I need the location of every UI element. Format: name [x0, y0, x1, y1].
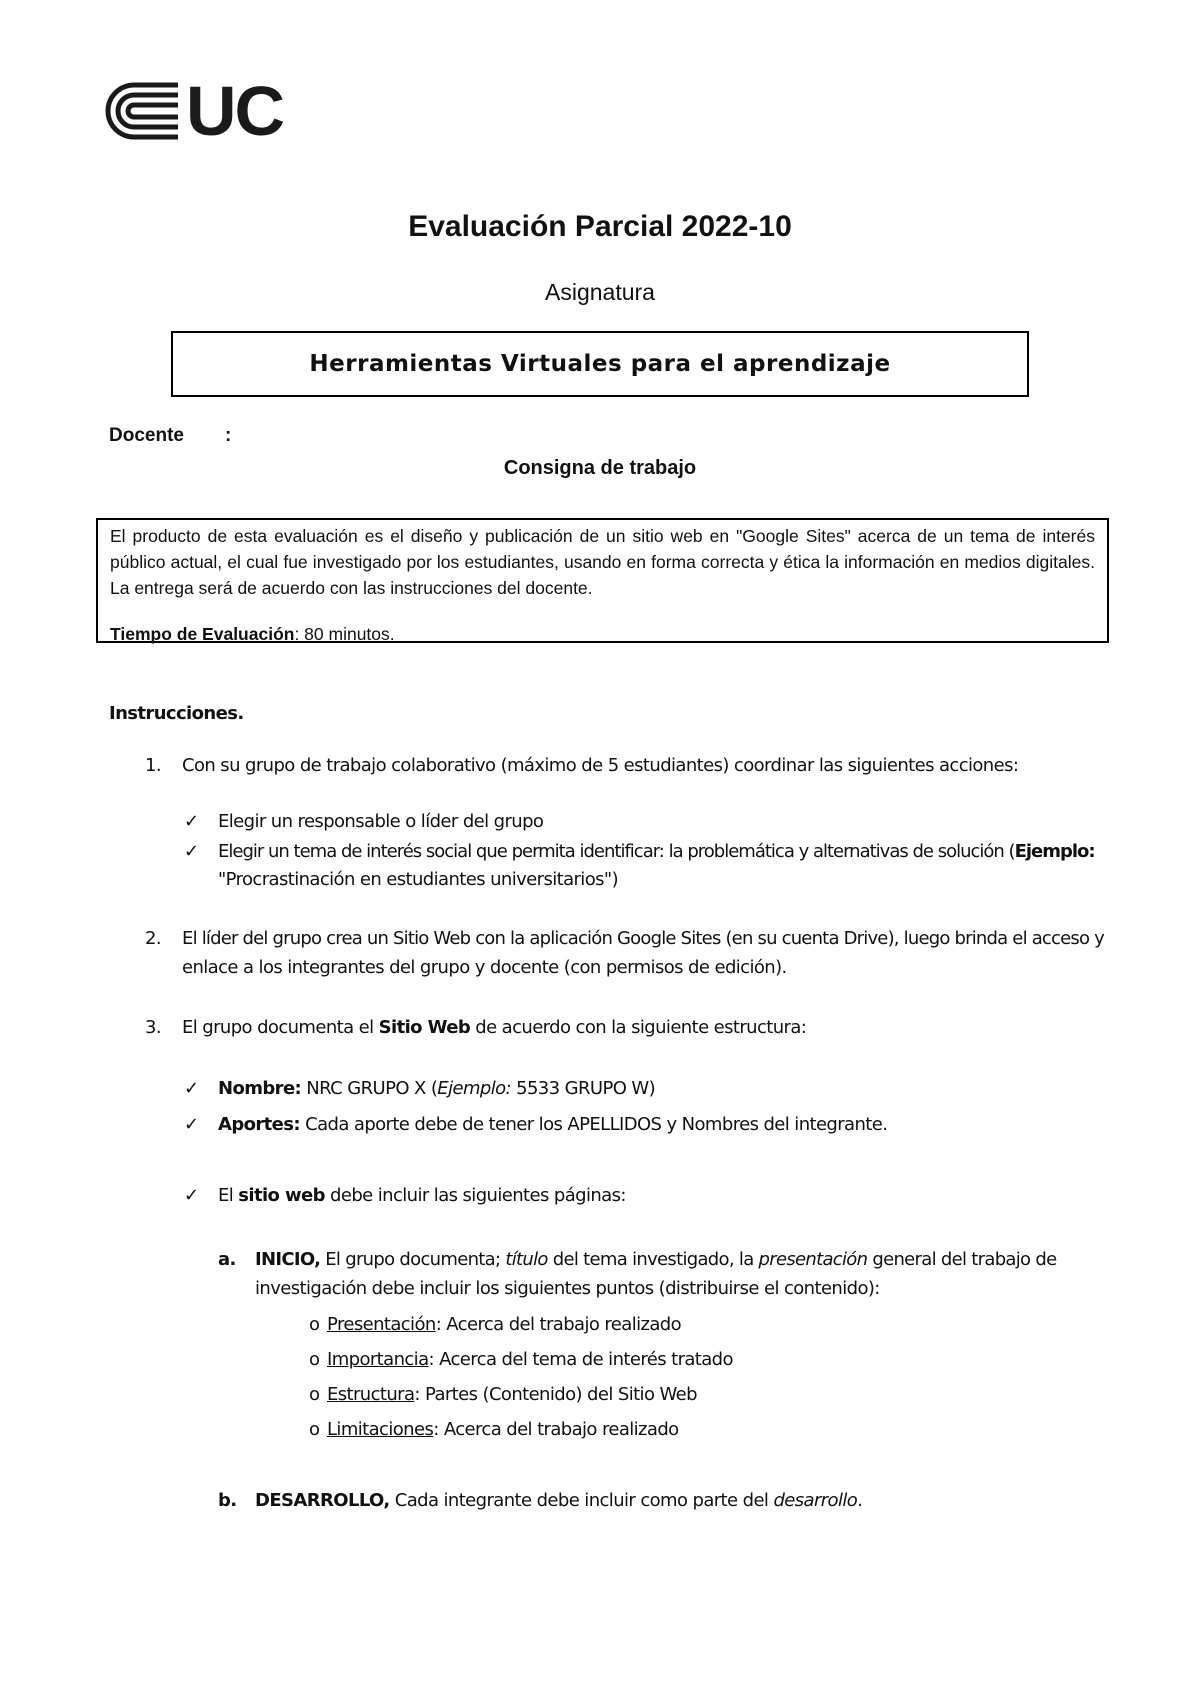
time-label: Tiempo de Evaluación — [110, 624, 295, 644]
item-1-bullet-2-line-2: "Procrastinación en estudiantes universitarios") — [218, 869, 619, 890]
circle-bullet-icon: o — [309, 1349, 320, 1370]
time-value: : 80 minutos. — [294, 624, 395, 644]
item-1-number: 1. — [145, 755, 161, 776]
sub-a-label: INICIO, — [255, 1249, 321, 1270]
check-icon: ✓ — [184, 1078, 199, 1099]
point-importancia — [327, 1349, 733, 1370]
item-1-bullet-2 — [218, 841, 1095, 862]
site-bold: sitio web — [238, 1185, 325, 1206]
docente-label: Docente — [109, 425, 184, 446]
sub-a-t2: del tema investigado, la — [547, 1249, 759, 1270]
site-pre: El — [218, 1185, 239, 1206]
bullet-2-bold: Ejemplo: — [1014, 841, 1095, 862]
uc-logo — [104, 72, 284, 150]
nombre-italic: Ejemplo: — [437, 1078, 511, 1099]
item-2-line-2: enlace a los integrantes del grupo y docente (con permisos de edición). — [182, 957, 787, 978]
nombre-line — [218, 1078, 655, 1099]
nombre-post: 5533 GRUPO W) — [510, 1078, 656, 1099]
point-label: Limitaciones — [327, 1419, 434, 1440]
info-box — [96, 518, 1109, 643]
sub-b-label: DESARROLLO, — [255, 1490, 390, 1511]
circle-bullet-icon: o — [309, 1314, 320, 1335]
item-2-line-1: El líder del grupo crea un Sitio Web con la aplicación Google Sites (en su cuenta Drive), luego brinda el acceso y — [182, 928, 1104, 949]
sub-a-t1: El grupo documenta; — [320, 1249, 506, 1270]
item-1-bullet-1: Elegir un responsable o líder del grupo — [218, 811, 544, 832]
circle-bullet-icon: o — [309, 1384, 320, 1405]
point-text: : Partes (Contenido) del Sitio Web — [414, 1384, 697, 1405]
circle-bullet-icon: o — [309, 1419, 320, 1440]
item-1-text: Con su grupo de trabajo colaborativo (máximo de 5 estudiantes) coordinar las siguientes acciones: — [182, 755, 1019, 776]
sub-a-t2-italic: presentación — [758, 1249, 868, 1270]
sub-a-line-1 — [255, 1249, 1057, 1270]
logo-text: UC — [186, 72, 284, 150]
sub-a-letter: a. — [218, 1249, 236, 1270]
point-label: Presentación — [327, 1314, 436, 1335]
aportes-line — [218, 1114, 887, 1135]
item-3-text — [182, 1017, 806, 1038]
info-paragraph: El producto de esta evaluación es el diseño y publicación de un sitio web en "Google Sites" acerca de un tema de interés público actual, el cual fue investigado por los estudiantes, usando en forma correcta y ética la información en medios digitales. La entrega será de acuerdo con las instrucciones del docente. — [110, 526, 1095, 598]
sub-b-end: . — [857, 1490, 863, 1511]
instructions-heading: Instrucciones. — [109, 703, 244, 724]
aportes-label: Aportes: — [218, 1114, 300, 1135]
course-name: Herramientas Virtuales para el aprendizaje — [309, 351, 891, 377]
docente-colon: : — [225, 425, 232, 446]
docente-row — [109, 425, 232, 447]
item-3-text-pre: El grupo documenta el — [182, 1017, 379, 1038]
sub-b-letter: b. — [218, 1490, 237, 1511]
point-text: : Acerca del tema de interés tratado — [428, 1349, 733, 1370]
sub-a-t3: general del trabajo de — [867, 1249, 1057, 1270]
point-text: : Acerca del trabajo realizado — [433, 1419, 679, 1440]
point-limitaciones — [327, 1419, 679, 1440]
aportes-text: Cada aporte debe de tener los APELLIDOS y Nombres del integrante. — [299, 1114, 888, 1135]
check-icon: ✓ — [184, 1114, 199, 1135]
nombre-pre: NRC GRUPO X ( — [301, 1078, 438, 1099]
item-3-text-post: de acuerdo con la siguiente estructura: — [470, 1017, 807, 1038]
point-presentacion — [327, 1314, 681, 1335]
check-icon: ✓ — [184, 811, 199, 832]
evaluation-time — [110, 621, 1095, 647]
sub-b-line — [255, 1490, 862, 1511]
item-2-number: 2. — [145, 928, 161, 949]
subtitle: Asignatura — [545, 279, 655, 305]
point-label: Estructura — [327, 1384, 415, 1405]
item-3-number: 3. — [145, 1017, 161, 1038]
check-icon: ✓ — [184, 841, 199, 862]
site-pages-line — [218, 1185, 626, 1206]
site-post: debe incluir las siguientes páginas: — [324, 1185, 626, 1206]
check-icon: ✓ — [184, 1185, 199, 1206]
consigna-heading: Consigna de trabajo — [503, 457, 697, 479]
item-3-text-bold: Sitio Web — [378, 1017, 471, 1038]
point-text: : Acerca del trabajo realizado — [435, 1314, 682, 1335]
sub-a-line-2: investigación debe incluir los siguientes puntos (distribuirse el contenido): — [255, 1278, 880, 1299]
point-estructura — [327, 1384, 697, 1405]
sub-b-text: Cada integrante debe incluir como parte del — [389, 1490, 774, 1511]
sub-b-italic: desarrollo — [773, 1490, 858, 1511]
course-name-box — [171, 331, 1029, 397]
point-label: Importancia — [327, 1349, 429, 1370]
nombre-label: Nombre: — [218, 1078, 302, 1099]
uc-logo-mark-icon — [104, 82, 180, 140]
sub-a-t1-italic: título — [505, 1249, 548, 1270]
bullet-2-text: Elegir un tema de interés social que permita identificar: la problemática y alternativas de solución ( — [218, 841, 1015, 862]
page-title: Evaluación Parcial 2022-10 — [408, 210, 792, 243]
